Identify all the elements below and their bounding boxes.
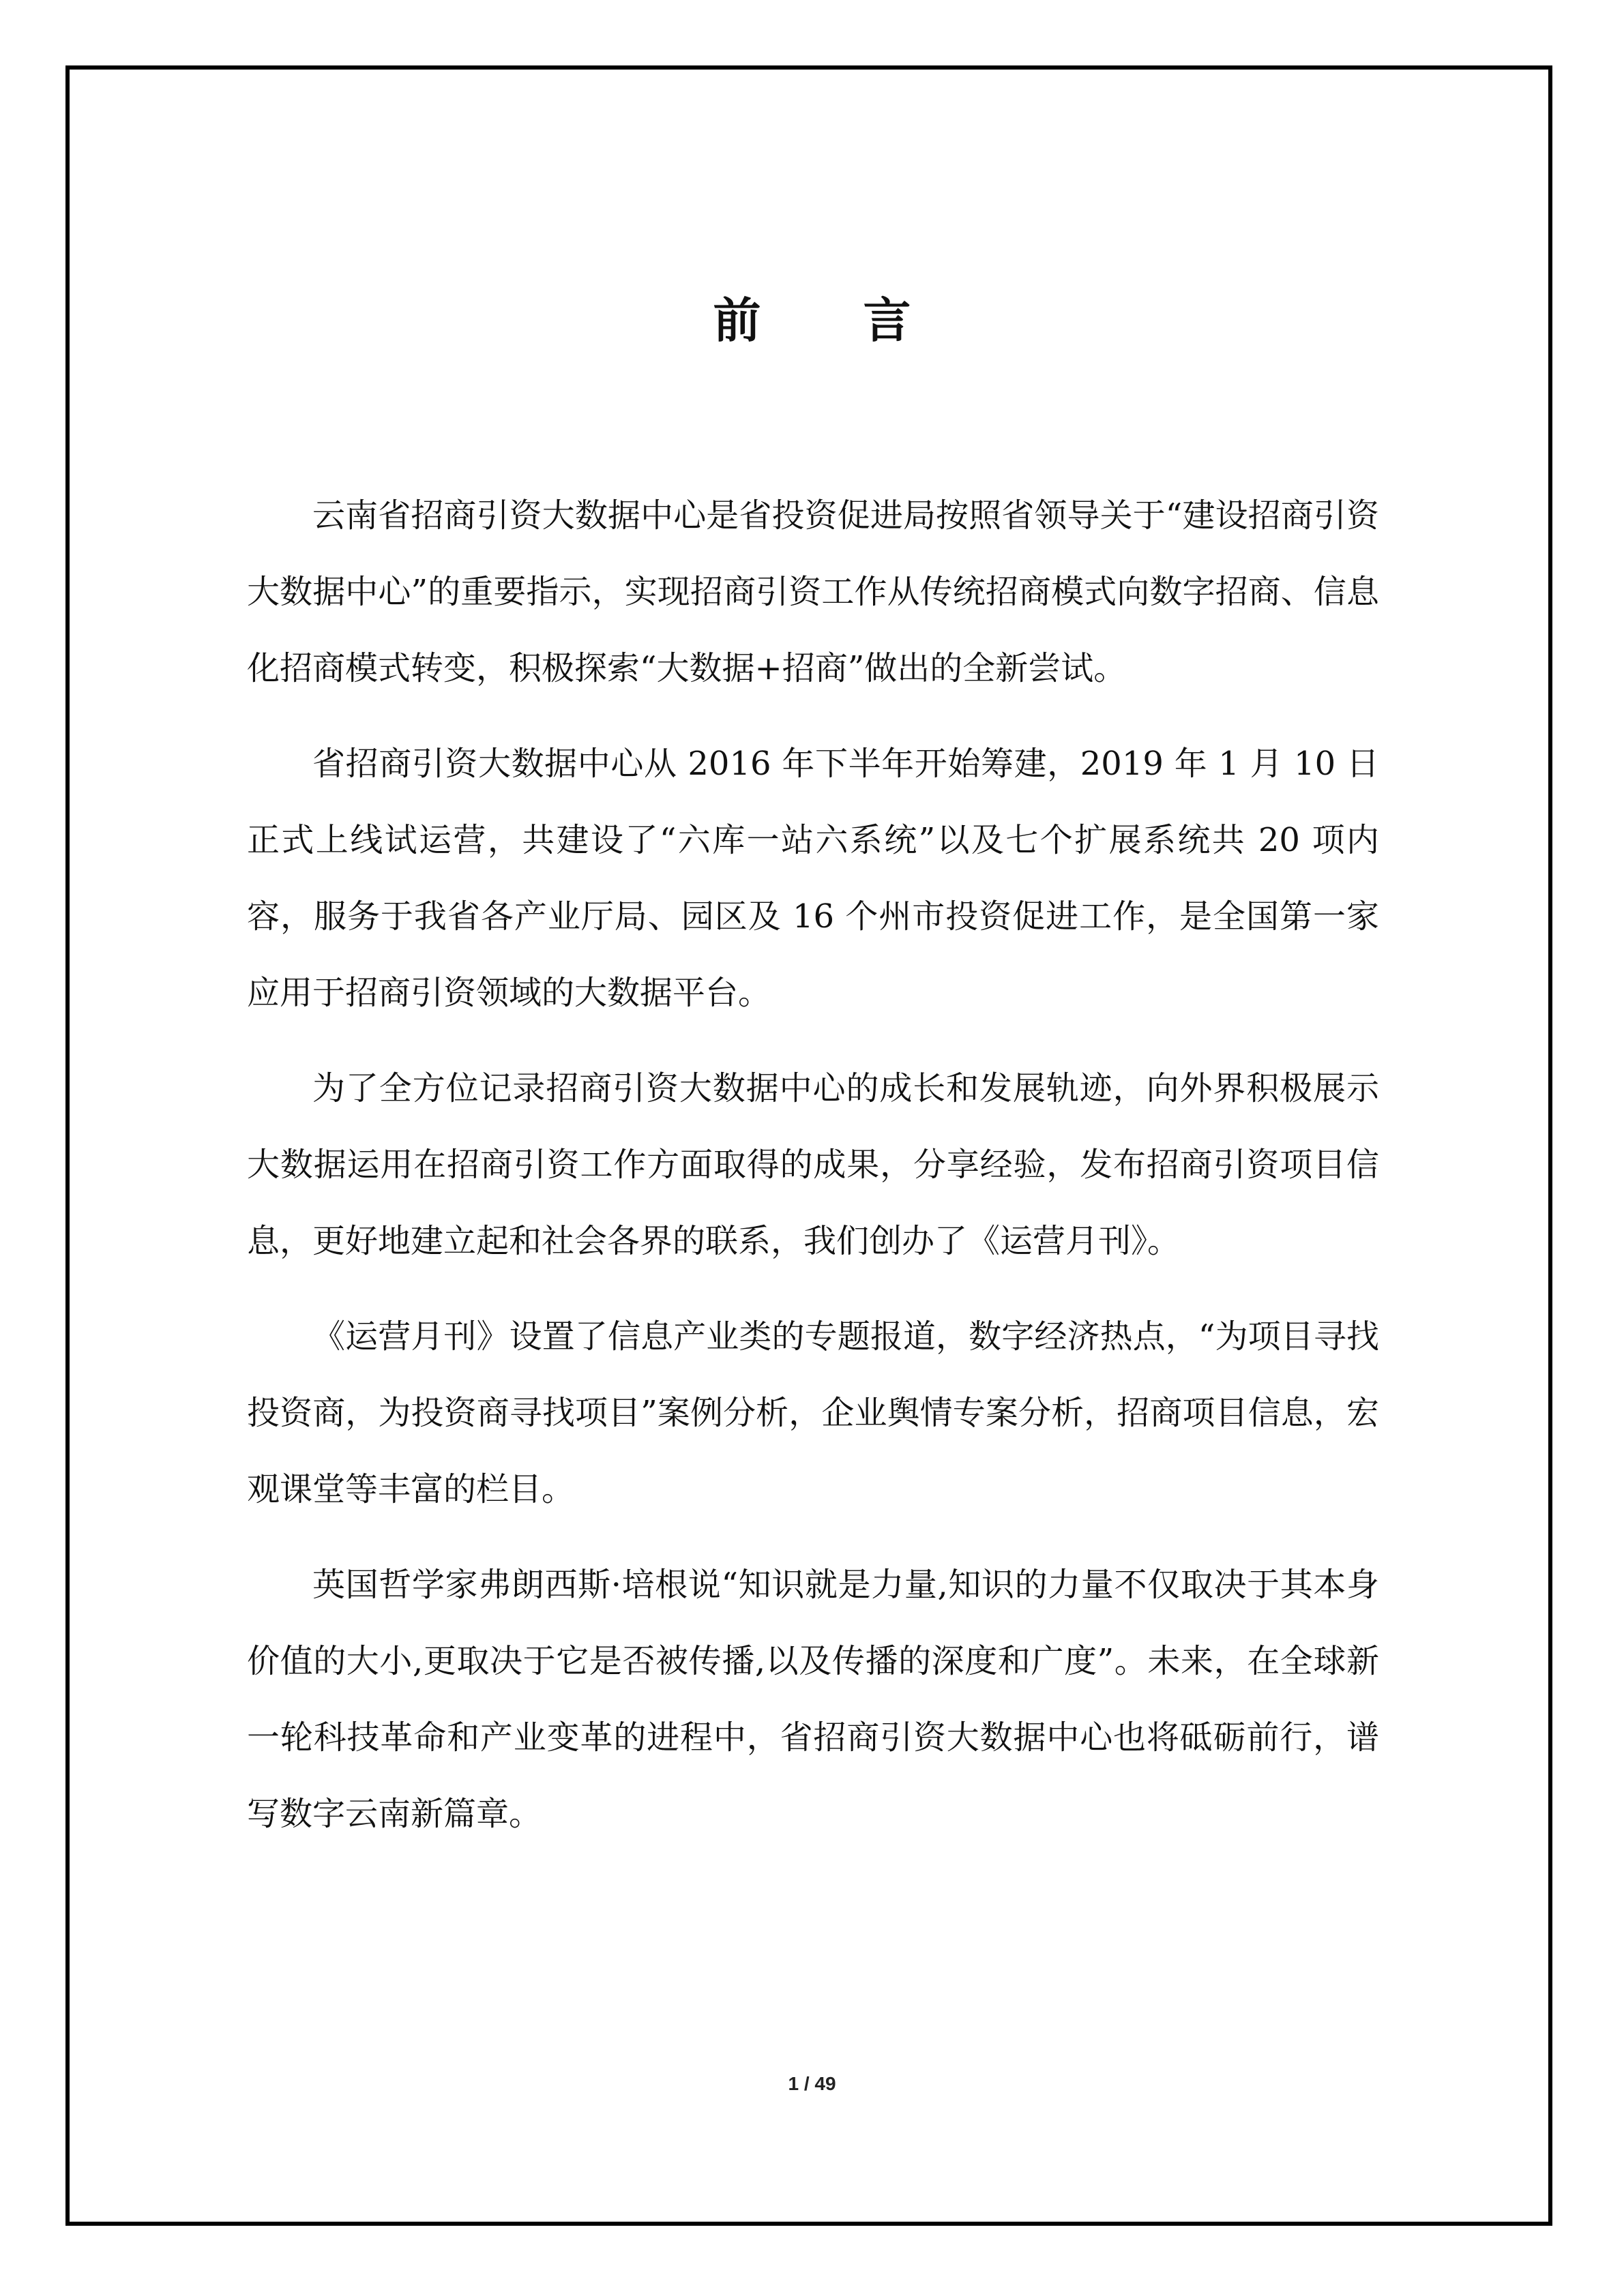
paragraph-5: 英国哲学家弗朗西斯·培根说“知识就是力量,知识的力量不仅取决于其本身价值的大小,更取决于它是否被传播,以及传播的深度和广度”。未来，在全球新一轮科技革命和产业变革的进程中，省招商引资大数据中心也将砥砺前行，谱写数字云南新篇章。: [247, 1566, 1379, 1833]
paragraph-2: 省招商引资大数据中心从 2016 年下半年开始筹建，2019 年 1 月 10 日正式上线试运营，共建设了“六库一站六系统”以及七个扩展系统共 20 项内容，服务于我省各产业厅局、园区及 16 个州市投资促进工作，是全国第一家应用于招商引资领域的大数据平台。: [247, 745, 1379, 1012]
page-title: 前言: [713, 292, 1014, 348]
paragraph-1: 云南省招商引资大数据中心是省投资促进局按照省领导关于“建设招商引资大数据中心”的重要指示，实现招商引资工作从传统招商模式向数字招商、信息化招商模式转变，积极探索“大数据+招商”做出的全新尝试。: [247, 496, 1379, 687]
paragraph-3: 为了全方位记录招商引资大数据中心的成长和发展轨迹，向外界积极展示大数据运用在招商引资工作方面取得的成果，分享经验，发布招商引资项目信息，更好地建立起和社会各界的联系，我们创办了《运营月刊》。: [247, 1069, 1379, 1260]
page-number: 1 / 49: [788, 2073, 836, 2094]
preface-body: [247, 477, 1379, 1852]
paragraph-4: 《运营月刊》设置了信息产业类的专题报道，数字经济热点，“为项目寻找投资商，为投资商寻找项目”案例分析，企业舆情专案分析，招商项目信息，宏观课堂等丰富的栏目。: [247, 1317, 1379, 1508]
